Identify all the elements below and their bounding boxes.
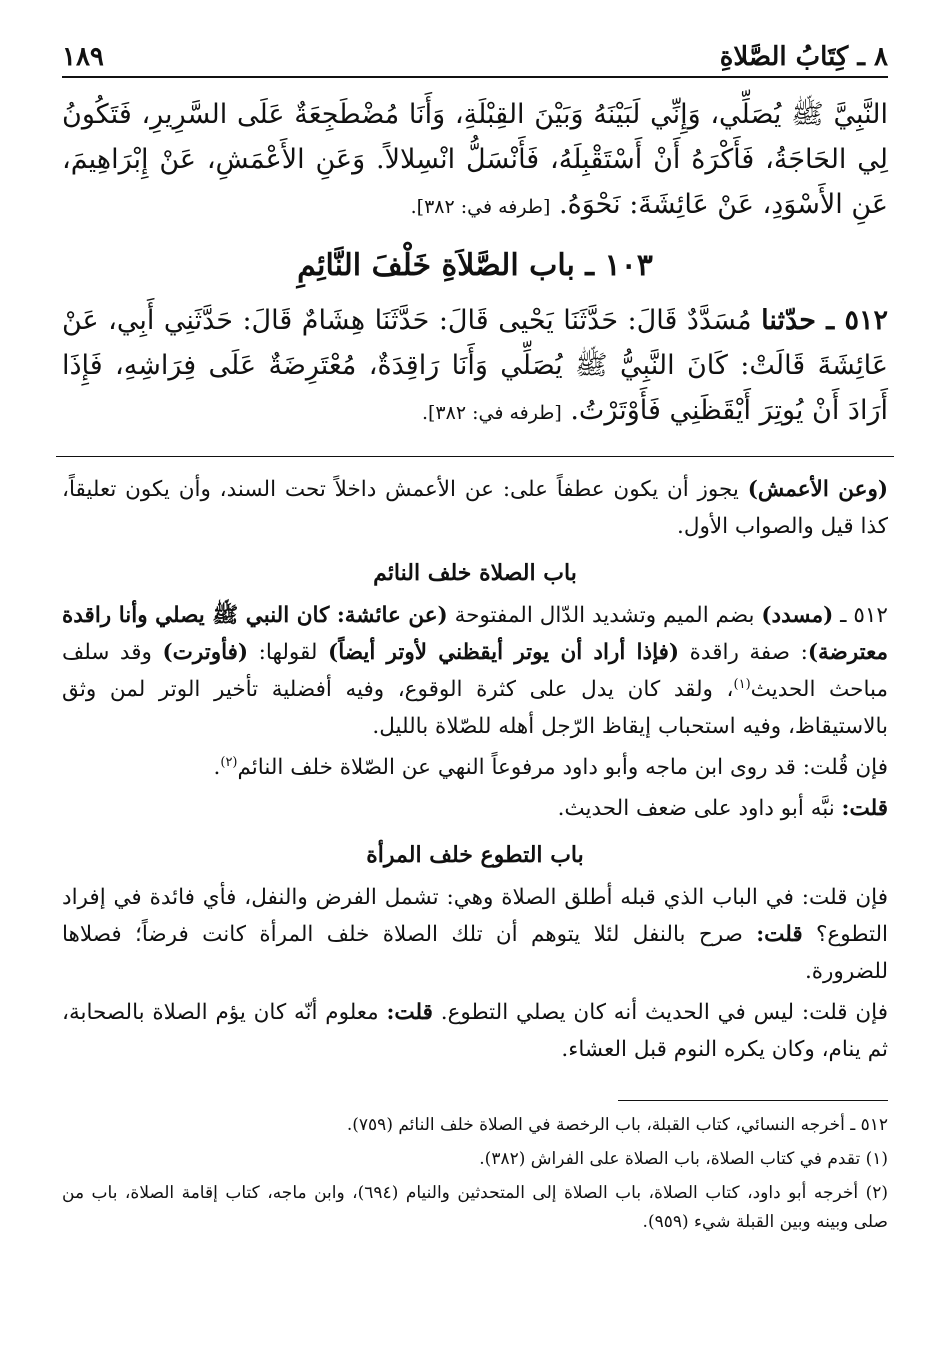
- footnote: ٥١٢ ـ أخرجه النسائي، كتاب القبلة، باب الرخصة في الصلاة خلف النائم (٧٥٩).: [346, 1115, 888, 1135]
- commentary-text: نبَّه أبو داود على ضعف الحديث.: [557, 796, 835, 821]
- quoted-phrase: (فأوترت): [162, 640, 249, 665]
- commentary-text: ، ولقد كان يدل على كثرة الوقوع، وفيه أفضلية تأخير الوتر لمن وثق بالاستيقاظ، وفيه استحباب إيقاظ الرّجل أهله للصّلاة بالليل.: [62, 677, 888, 739]
- page-number: ١٨٩: [62, 42, 104, 72]
- commentary-text: وقد سلف مباحث الحديث: [62, 640, 889, 702]
- commentary-text: يجوز أن يكون عطفاً على: عن الأعمش داخلاً تحت السند، وأن يكون تعليقاً، كذا قيل والصواب الأول.: [62, 477, 888, 539]
- commentary-text: فإن قُلت: قد روى ابن ماجه وأبو داود مرفوعاً النهي عن الصّلاة خلف النائم: [237, 755, 888, 780]
- commentary-paragraph: [62, 994, 888, 1068]
- hadith-continuation: [62, 92, 888, 230]
- commentary-text: .: [213, 755, 221, 780]
- tarf-reference: [طرفه في: ٣٨٢].: [410, 196, 551, 218]
- quoted-phrase: (عن عائشة: كان النبي ﷺ يصلي وأنا راقدة معترضة): [62, 603, 889, 665]
- answer-marker: قلت:: [386, 1000, 433, 1025]
- commentary-text: بضم الميم وتشديد الدّال المفتوحة: [454, 603, 755, 628]
- hadith-number-lead: ٥١٢ ـ حدّثنا: [761, 305, 888, 336]
- chapter-title: ٨ ـ كِتَابُ الصَّلاةِ: [719, 42, 888, 72]
- commentary-paragraph: [62, 597, 888, 745]
- commentary-text: صرح بالنفل لئلا يتوهم أن تلك الصلاة خلف المرأة كانت فرضاً؛ فصلاها للضرورة.: [62, 922, 888, 984]
- commentary-paragraph: [62, 471, 888, 545]
- quoted-phrase: (مسدد): [761, 603, 834, 628]
- commentary-text: فإن قلت: ليس في الحديث أنه كان يصلي التطوع.: [440, 1000, 888, 1025]
- commentary-heading: باب الصلاة خلف النائم: [373, 560, 577, 586]
- commentary-divider: [56, 456, 894, 457]
- quoted-phrase: (فإذا أراد أن يوتر أيقظني لأوتر أيضاً): [328, 640, 680, 665]
- hadith-512: [62, 298, 888, 436]
- commentary-paragraph: [62, 790, 888, 827]
- hadith-512-text: مُسَدَّدٌ قَالَ: حَدَّثَنَا يَحْيى قَالَ: حَدَّثَنَا هِشَامٌ قَالَ: حَدَّثَنِي أَبِي، عَنْ عَائِشَةَ قَالَتْ: كَانَ النَّبِيُّ ﷺ يُصَلِّي وَأَنَا رَاقِدَةٌ، مُعْتَرِضَةٌ عَلَى فِرَاشِهِ، فَإِذَا أَرَادَ أَنْ يُوتِرَ أَيْقَظَنِي فَأَوْتَرْتُ.: [62, 305, 888, 426]
- footnote-ref[interactable]: (١): [733, 676, 751, 692]
- running-header: [62, 28, 888, 78]
- hadith-continuation-text: النَّبِيَّ ﷺ يُصَلِّي، وَإِنِّي لَبَيْنَهُ وَبَيْنَ القِبْلَةِ، وَأَنَا مُضْطَجِعَةٌ عَلَى السَّرِيرِ، فَتَكُونُ لِي الحَاجَةُ، فَأَكْرَهُ أَنْ أَسْتَقْبِلَهُ، فَأَنْسَلُّ انْسِلالاً. وَعَنِ الأَعْمَشِ، عَنْ إِبْرَاهِيمَ، عَنِ الأَسْوَدِ، عَنْ عَائِشَةَ: نَحْوَهُ.: [62, 99, 888, 220]
- commentary-text: فإن قلت: في الباب الذي قبله أطلق الصلاة وهي: تشمل الفرض والنفل، فأي فائدة في إفراد التطوع؟: [62, 885, 888, 947]
- footnote: (١) تقدم في كتاب الصلاة، باب الصلاة على الفراش (٣٨٢).: [479, 1149, 888, 1169]
- commentary-paragraph: [62, 749, 888, 786]
- commentary-text: معلوم أنّه كان يؤم الصلاة بالصحابة، ثم ينام، وكان يكره النوم قبل العشاء.: [62, 1000, 888, 1062]
- footnote-ref[interactable]: (٢): [220, 754, 238, 770]
- hadith-number: ٥١٢ ـ: [840, 603, 888, 628]
- answer-marker: قلت:: [841, 796, 888, 821]
- commentary-text: لقولها:: [258, 640, 318, 665]
- commentary-paragraph: [62, 879, 888, 990]
- tarf-reference: [طرفه في: ٣٨٢].: [421, 402, 562, 424]
- quoted-phrase: (وعن الأعمش): [747, 477, 889, 502]
- footnote: (٢) أخرجه أبو داود، كتاب الصلاة، باب الصلاة إلى المتحدثين والنيام (٦٩٤)، وابن ماجه، كتاب إقامة الصلاة، باب من صلى وبينه وبين القبلة شيء (٩٥٩).: [62, 1183, 888, 1232]
- commentary-heading: باب التطوع خلف المرأة: [366, 842, 584, 868]
- footnote-rule: [618, 1100, 888, 1101]
- answer-marker: قلت:: [756, 922, 803, 947]
- bab-heading: ١٠٣ ـ باب الصَّلاَةِ خَلْفَ النَّائِمِ: [297, 248, 653, 283]
- commentary-text: : صفة راقدة: [689, 640, 808, 665]
